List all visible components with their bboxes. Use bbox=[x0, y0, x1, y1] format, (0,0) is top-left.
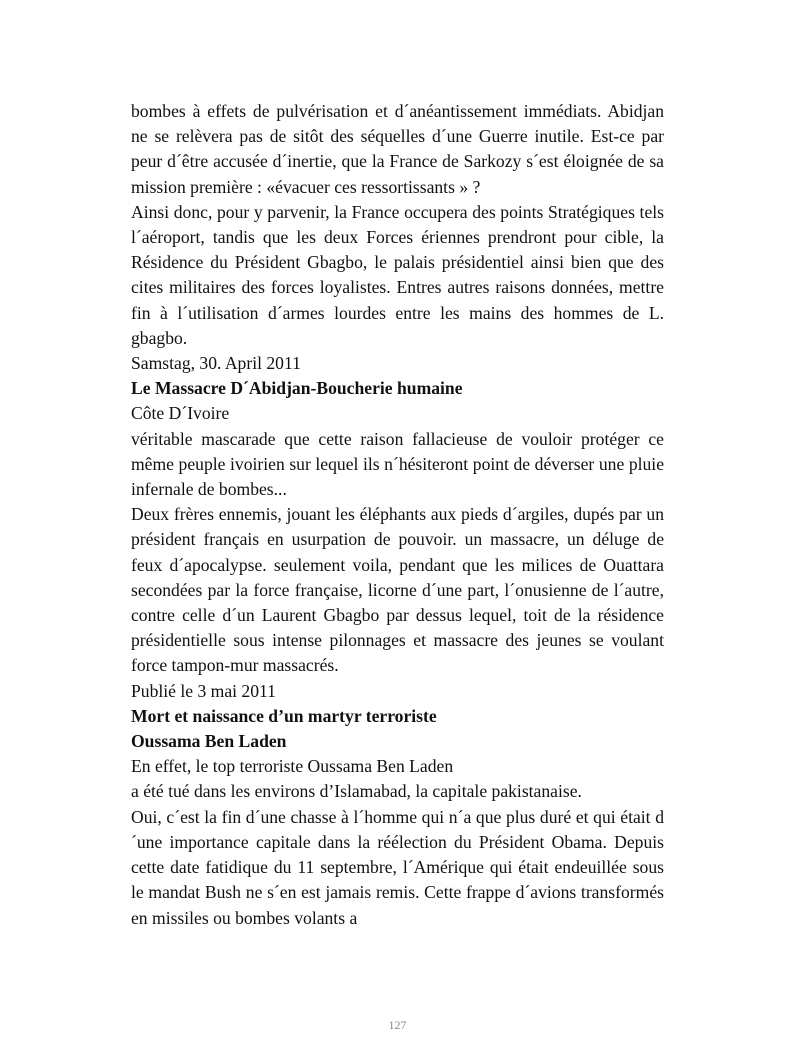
page-number: 127 bbox=[388, 1018, 407, 1032]
paragraph-bombes: bombes à effets de pulvérisation et d´anéantissement immédiats. Abidjan ne se relèvera pas de sitôt des séquelles d´une Guerre inutile. Est-ce par peur d´être accusée d´inertie, que la France de Sarkozy s´est éloignée de sa mission première : «évacuer ces ressortissants » ? bbox=[131, 101, 664, 197]
heading-massacre-abidjan: Le Massacre D´Abidjan-Boucherie humaine bbox=[131, 378, 463, 399]
line-a-ete-tue: a été tué dans les environs d’Islamabad, la capitale pakistanaise. bbox=[131, 781, 582, 802]
line-en-effet: En effet, le top terroriste Oussama Ben Laden bbox=[131, 756, 454, 777]
paragraph-ainsi-donc: Ainsi donc, pour y parvenir, la France occupera des points Stratégiques tels l´aéroport, tandis que les deux Forces ériennes prendront pour cible, la Résidence du Président Gbagbo, le palais présidentiel ainsi bien que des cites militaires des forces loyalistes. Entres autres raisons données, mettre fin à l´utilisation d´armes lourdes entre les mains des hommes de L. gbagbo. bbox=[131, 201, 664, 348]
paragraph-deux-freres: Deux frères ennemis, jouant les éléphants aux pieds d´argiles, dupés par un président français en usurpation de pouvoir. un massacre, un déluge de feux d´apocalypse. seulement voila, pendant que les milices de Ouattara secondées par la force française, licorne d´une part, l´onusienne de l´autre, contre celle d´un Laurent Gbagbo par dessus lequel, toit de la résidence présidentielle sous intense pilonnages et massacre des jeunes se voulant force tampon-mur massacrés. bbox=[131, 504, 664, 676]
subheading-cote-divoire: Côte D´Ivoire bbox=[131, 403, 230, 424]
heading-mort-naissance: Mort et naissance d’un martyr terroriste bbox=[131, 705, 437, 726]
date-line-publie: Publié le 3 mai 2011 bbox=[131, 680, 276, 701]
heading-oussama: Oussama Ben Laden bbox=[131, 731, 287, 752]
page-body bbox=[131, 99, 664, 931]
date-line-samstag: Samstag, 30. April 2011 bbox=[131, 353, 301, 374]
paragraph-oui-cest-la-fin: Oui, c´est la fin d´une chasse à l´homme qui n´a que plus duré et qui était d´une importance capitale dans la réélection du Président Obama. Depuis cette date fatidique du 11 septembre, l´Amérique qui était endeuillée sous le mandat Bush ne s´en est jamais remis. Cette frappe d´avions transformés en missiles ou bombes volants a bbox=[131, 806, 664, 928]
paragraph-mascarade: véritable mascarade que cette raison fallacieuse de vouloir protéger ce même peuple ivoirien sur lequel ils n´hésiteront point de déverser une pluie infernale de bombes... bbox=[131, 428, 664, 500]
